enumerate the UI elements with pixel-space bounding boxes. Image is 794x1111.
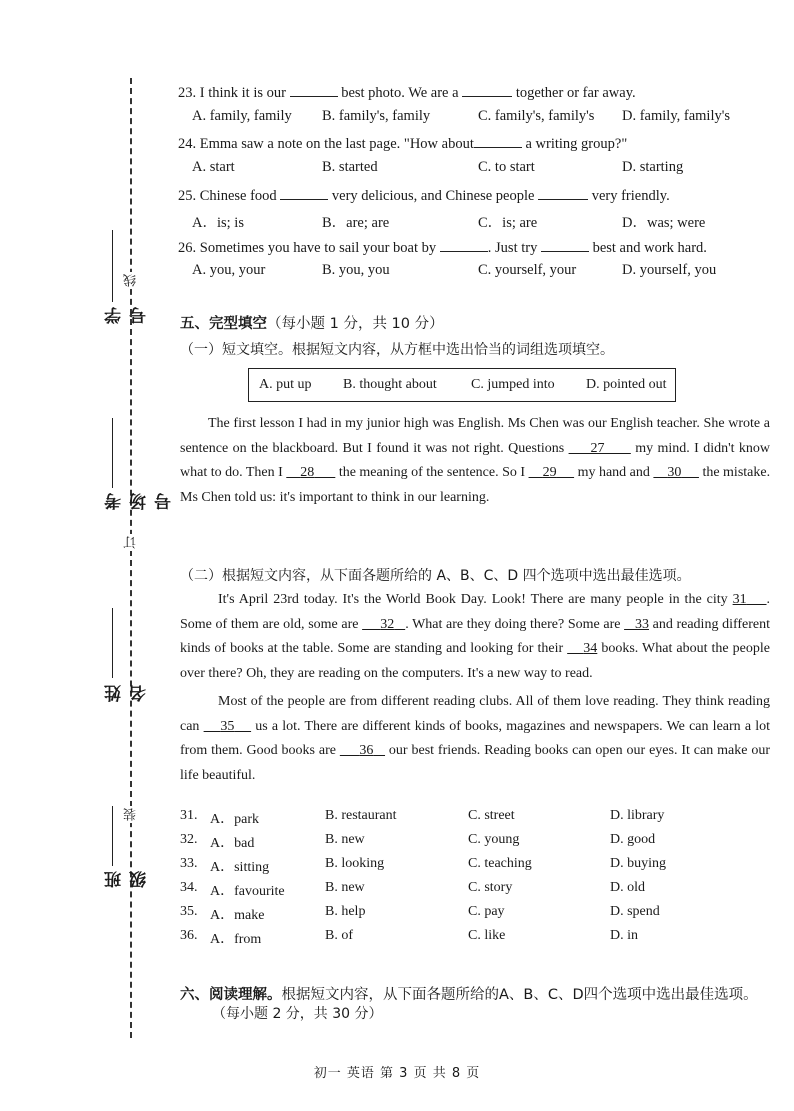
word-bank-option-b: B. thought about — [343, 377, 437, 392]
blank-27[interactable]: 27 — [590, 440, 605, 456]
option-a: A. start — [192, 159, 235, 175]
question-24-options — [192, 159, 794, 179]
class-line — [112, 806, 113, 866]
question-26-options — [192, 262, 794, 282]
answer-blank[interactable] — [462, 82, 512, 97]
option-d: D．was; were — [622, 215, 706, 231]
choice-row-32: 32. A．bad B. new C. young D. good — [180, 832, 656, 851]
option-c: C. to start — [478, 159, 535, 175]
name-label: 姓名 — [105, 684, 150, 702]
section-5-part-2-instruction: （二）根据短文内容，从下面各题所给的 A、B、C、D 四个选项中选出最佳选项。 — [180, 568, 691, 584]
option-a: A．is; is — [192, 215, 244, 231]
option-d: D. starting — [622, 159, 684, 175]
option-a: A. you, your — [192, 262, 266, 278]
page-footer: 初一 英语 第 3 页 共 8 页 — [313, 1066, 481, 1081]
section-6-points: （每小题 2 分，共 30 分） — [212, 1006, 383, 1022]
binding-word-bind: 装 — [124, 808, 139, 821]
option-b: B. you, you — [322, 262, 390, 278]
blank-31[interactable]: 31 — [732, 592, 747, 607]
option-d: D. family, family's — [622, 108, 730, 124]
name-line — [112, 608, 113, 678]
blank-32[interactable]: 32 — [380, 616, 395, 632]
section-6-title: 六、阅读理解。根据短文内容，从下面各题所给的A、B、C、D四个选项中选出最佳选项。 — [180, 987, 758, 1003]
question-26: 26. Sometimes you have to sail your boat by . Just try best and work hard. — [178, 237, 707, 257]
option-d: D. yourself, you — [622, 262, 717, 278]
student-id-line — [112, 230, 113, 302]
exam-room-line — [112, 418, 113, 488]
choice-row-34: 34. A．favourite B. new C. story D. old — [180, 880, 645, 899]
section-5-title: 五、完型填空（每小题 1 分，共 10 分） — [180, 316, 444, 332]
student-id-label: 学号 — [105, 306, 150, 324]
question-23: 23. I think it is our best photo. We are a together or far away. — [178, 82, 636, 102]
option-b: B. family's, family — [322, 108, 431, 124]
option-a: A. family, family — [192, 108, 292, 124]
option-b: B. started — [322, 159, 378, 175]
word-bank-option-c: C. jumped into — [471, 377, 555, 392]
section-5-part-1-instruction: （一）短文填空。根据短文内容，从方框中选出恰当的词组选项填空。 — [180, 342, 614, 358]
choice-row-33: 33. A．sitting B. looking C. teaching D. buying — [180, 856, 666, 875]
binding-word-line: 线 — [124, 274, 139, 287]
binding-dashed-line — [130, 78, 132, 1038]
answer-blank[interactable] — [440, 237, 488, 252]
blank-34[interactable]: 34 — [583, 641, 598, 656]
answer-blank[interactable] — [290, 82, 338, 97]
question-24: 24. Emma saw a note on the last page. "How about a writing group?" — [178, 133, 627, 153]
blank-29[interactable]: 29 — [542, 465, 557, 480]
blank-28[interactable]: 28 — [300, 465, 315, 480]
answer-blank[interactable] — [280, 185, 328, 200]
passage-2: It's April 23rd today. It's the World Book Day. Look! There are many people in the city 31 . Some of them are old, some are 32 . What are they doing there? Some are 33 and reading different kinds of books at the table. Some are standing and looking for their 34 books. What about the people over there? Oh, they are reading on the computers. It's a new way to read. Most of the people are from different reading clubs. All of them love reading. They think reading can 35 us a lot. There are different kinds of books, magazines and newspapers. We can learn a lot from them. Good books are 36 our best friends. Reading books can open our eyes. It can make our life beautiful. — [180, 592, 771, 783]
blank-35[interactable]: 35 — [220, 718, 235, 734]
option-c: C．is; are — [478, 215, 538, 231]
question-23-options — [192, 108, 794, 128]
choice-row-36: 36. A．from B. of C. like D. in — [180, 928, 638, 947]
question-25-options — [192, 211, 794, 231]
answer-blank[interactable] — [538, 185, 588, 200]
binding-word-order: 订 — [124, 536, 139, 549]
blank-30[interactable]: 30 — [667, 465, 682, 480]
option-c: C. yourself, your — [478, 262, 577, 278]
question-25: 25. Chinese food very delicious, and Chinese people very friendly. — [178, 185, 670, 205]
answer-blank[interactable] — [474, 133, 522, 148]
class-label: 班级 — [105, 870, 150, 888]
passage-1: The first lesson I had in my junior high was English. Ms Chen was our English teacher. She wrote a sentence on the blackboard. But I found it was not right. Questions 27 my mind. I didn't know what to do. Then I 28 the meaning of the sentence. So I 29 my hand and 30 the mistake. Ms Chen told us: it's important to think in our learning. — [180, 416, 771, 505]
word-bank-option-a: A. put up — [259, 377, 312, 392]
word-bank-option-d: D. pointed out — [586, 377, 667, 392]
blank-36[interactable]: 36 — [359, 743, 374, 758]
word-bank-box — [248, 368, 676, 402]
answer-blank[interactable] — [541, 237, 589, 252]
exam-room-label: 考场号 — [105, 492, 175, 510]
option-b: B．are; are — [322, 215, 390, 231]
choice-row-35: 35. A．make B. help C. pay D. spend — [180, 904, 660, 923]
choice-row-31: 31. A．park B. restaurant C. street D. library — [180, 808, 665, 827]
blank-33[interactable]: 33 — [634, 616, 649, 632]
option-c: C. family's, family's — [478, 108, 595, 124]
